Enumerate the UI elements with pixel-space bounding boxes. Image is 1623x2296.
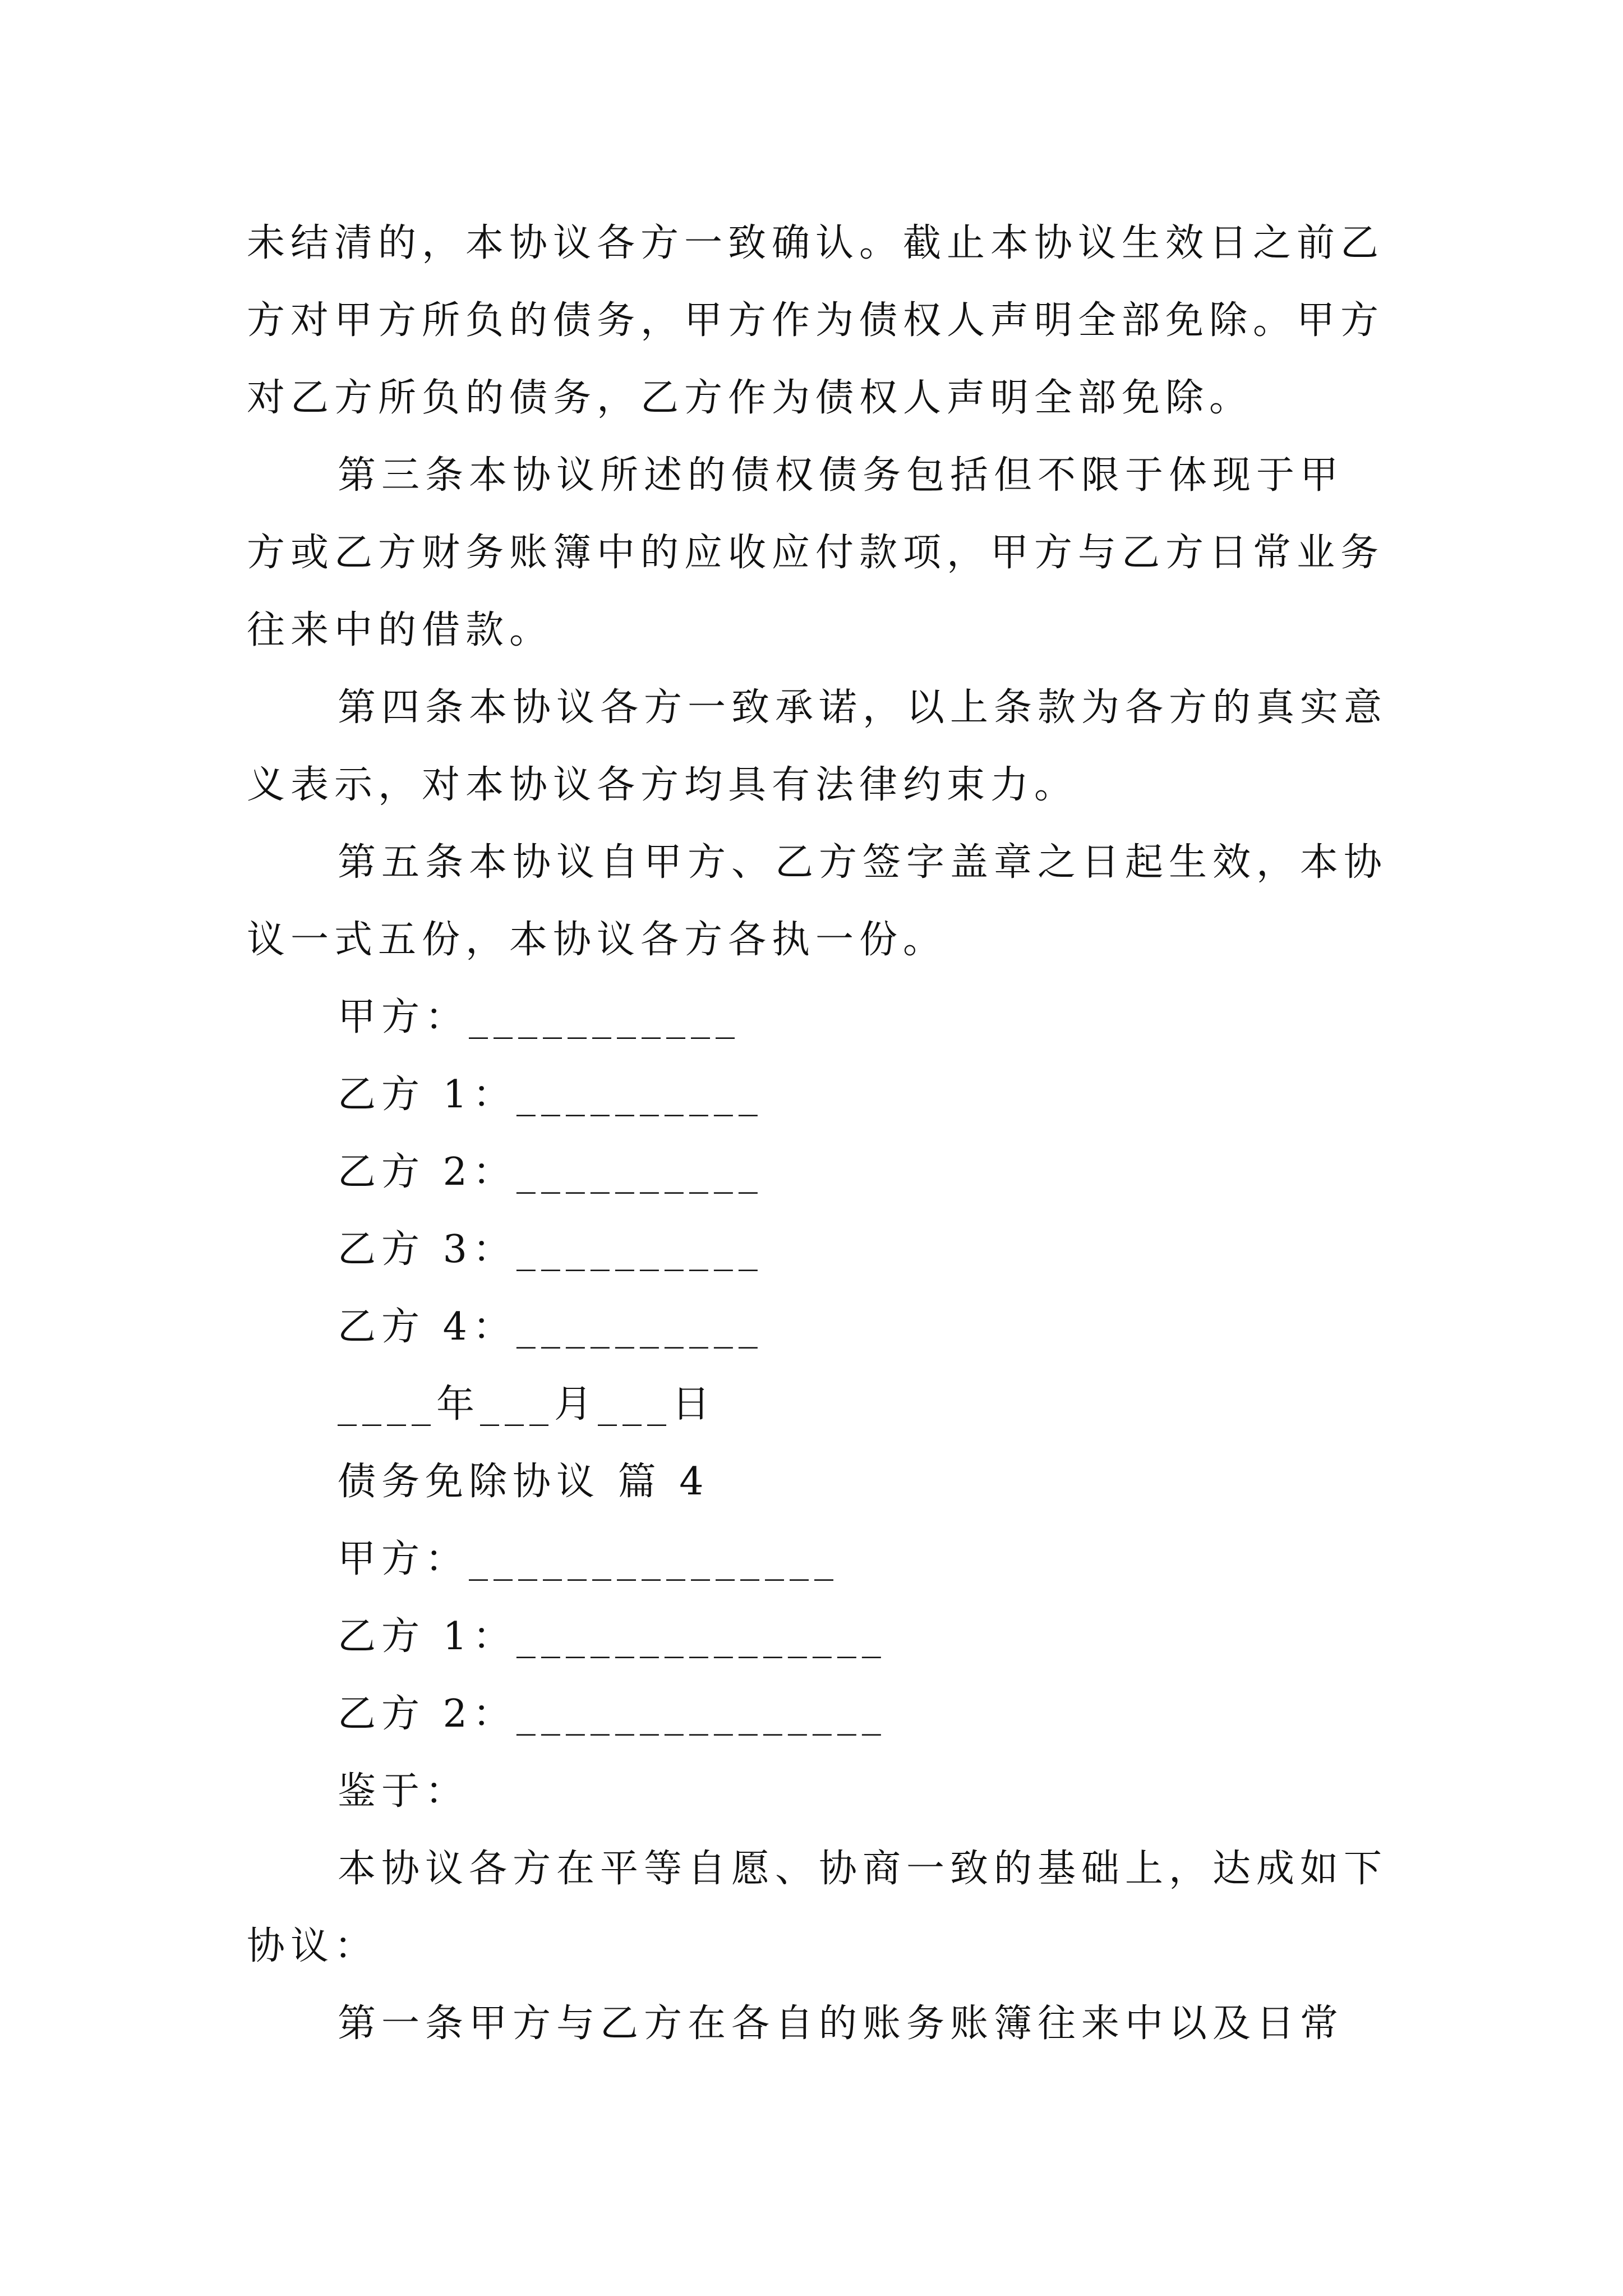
text-line: 往来中的借款。 [247, 608, 554, 652]
document-body [247, 205, 1388, 2063]
article-four: 第四条本协议各方一致承诺，以上条款为各方的真实意 [338, 685, 1388, 730]
party-a-line: 甲方：_______________ [338, 1537, 840, 1581]
party-b1-signature-line: 乙方 1：__________ [338, 1073, 763, 1117]
whereas-line: 鉴于： [338, 1769, 469, 1814]
text-line: 未结清的，本协议各方一致确认。截止本协议生效日之前乙 [247, 221, 1385, 265]
text-line: 方或乙方财务账簿中的应收应付款项，甲方与乙方日常业务 [247, 531, 1385, 575]
text-line: 对乙方所负的债务，乙方作为债权人声明全部免除。 [247, 376, 1253, 420]
text-line: 方对甲方所负的债务，甲方作为债权人声明全部免除。甲方 [247, 298, 1385, 343]
section-heading: 债务免除协议 篇 4 [338, 1460, 709, 1504]
article-three: 第三条本协议所述的债权债务包括但不限于体现于甲 [338, 453, 1344, 498]
article-one: 第一条甲方与乙方在各自的账务账簿往来中以及日常 [338, 2001, 1344, 2046]
text-line: 议一式五份，本协议各方各执一份。 [247, 918, 947, 962]
date-line: ____年___月___日 [338, 1382, 716, 1427]
text-line: 义表示，对本协议各方均具有法律约束力。 [247, 763, 1078, 807]
party-b3-signature-line: 乙方 3：__________ [338, 1227, 763, 1272]
article-five: 第五条本协议自甲方、乙方签字盖章之日起生效，本协 [338, 840, 1388, 885]
party-b4-signature-line: 乙方 4：__________ [338, 1305, 763, 1349]
party-b2-line: 乙方 2：_______________ [338, 1692, 887, 1736]
preamble-line: 本协议各方在平等自愿、协商一致的基础上，达成如下 [338, 1847, 1388, 1891]
text-line: 协议： [247, 1924, 379, 1968]
party-b2-signature-line: 乙方 2：__________ [338, 1150, 763, 1194]
party-b1-line: 乙方 1：_______________ [338, 1614, 887, 1659]
party-a-signature-line: 甲方：___________ [338, 995, 741, 1039]
